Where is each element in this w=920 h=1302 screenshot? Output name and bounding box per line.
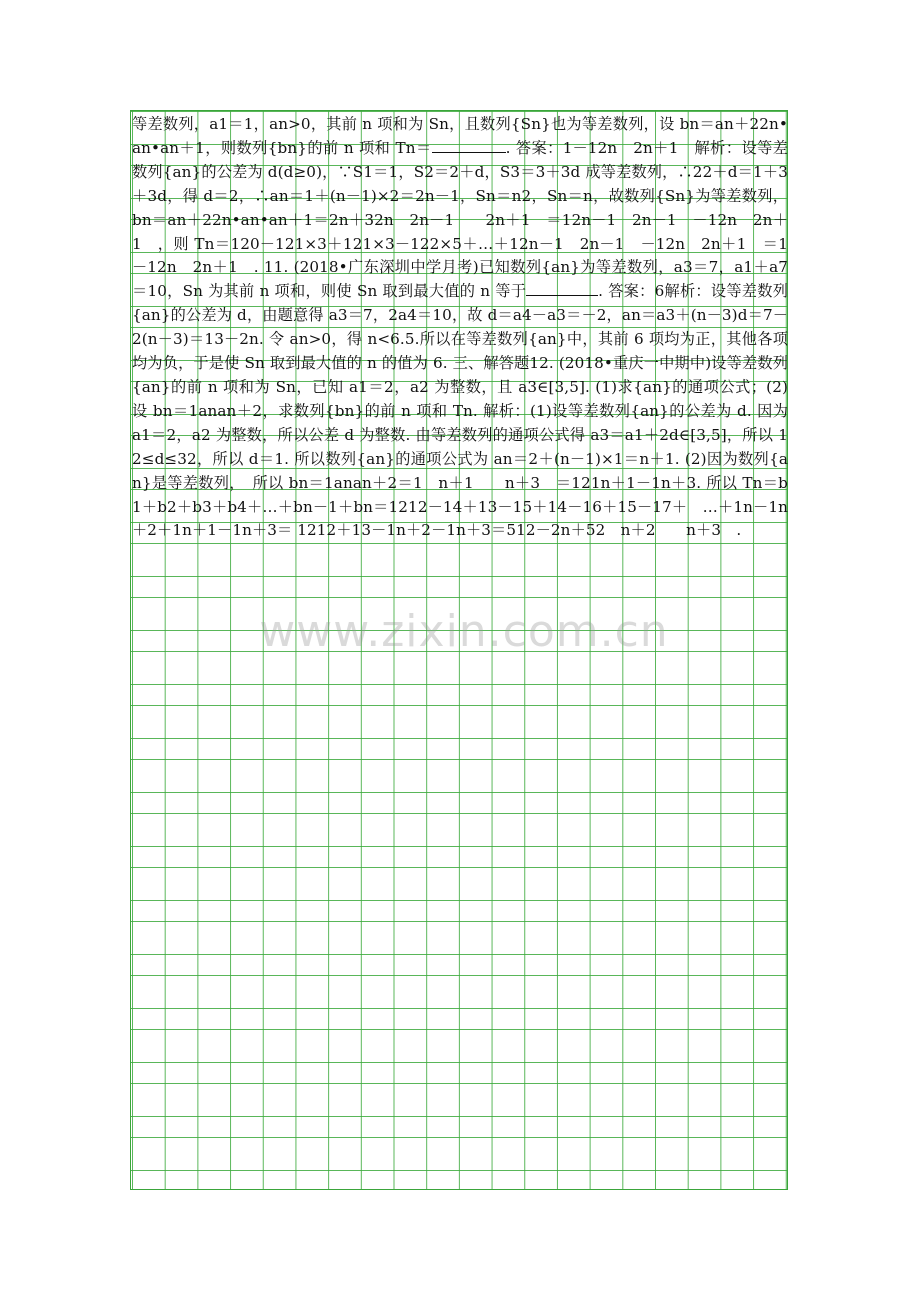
watermark: www.zixin.com.cn — [259, 606, 669, 657]
document-body — [132, 113, 788, 543]
paragraph-part-1: 等差数列，a1＝1，an>0，其前 n 项和为 Sn，且数列{Sn}也为等差数列，设 bn＝an＋22n•an•an＋1，则数列{bn}的前 n 项和 Tn＝ — [132, 115, 788, 157]
answer-blank-2 — [526, 283, 598, 296]
paragraph-part-2: . 答案：1－12n 2n＋1 解析：设等差数列{an}的公差为 d(d≥0)，∵S1＝1，S2＝2＋d，S3＝3＋3d 成等差数列，∴22＋d＝1＋3＋3d，得 d＝2，∴an＝1＋(n－1)×2＝2n－1，Sn＝n2，Sn＝n，故数列{Sn}为等差数列，bn＝an＋22n•an•an＋1＝2n＋32n 2n－1 2n＋1 ＝12n－1 2n－1 －12n 2n＋1 ，则 Tn＝120－121×3＋121×3－122×5＋…＋12n－1 2n－1 －12n 2n＋1 ＝1－12n 2n＋1 . 11. (2018•广东深圳中学月考)已知数列{an}为等差数列，a3＝7，a1＋a7＝10，Sn 为其前 n 项和，则使 Sn 取到最大值的 n 等于 — [132, 138, 789, 301]
paragraph-part-3: . 答案：6解析：设等差数列{an}的公差为 d，由题意得 a3＝7，2a4＝10，故 d＝a4－a3＝－2，an＝a3＋(n－3)d＝7－2(n－3)＝13－2n. 令 an>0，得 n<6.5.所以在等差数列{an}中，其前 6 项均为正，其他各项均为负，于是使 Sn 取到最大值的 n 的值为 6. 三、解答题12. (2018•重庆一中期中)设等差数列{an}的前 n 项和为 Sn，已知 a1＝2，a2 为整数，且 a3∈[3,5]. (1)求{an}的通项公式；(2)设 bn＝1anan＋2，求数列{bn}的前 n 项和 Tn. 解析：(1)设等差数列{an}的公差为 d. 因为 a1＝2，a2 为整数，所以公差 d 为整数. 由等差数列的通项公式得 a3＝a1＋2d∈[3,5]，所以 12≤d≤32，所以 d＝1. 所以数列{an}的通项公式为 an＝2＋(n－1)×1＝n＋1. (2)因为数列{an}是等差数列， 所以 bn＝1anan＋2＝1 n＋1 n＋3 ＝121n＋1－1n＋3. 所以 Tn＝b1＋b2＋b3＋b4＋…＋bn－1＋bn＝1212－14＋13－15＋14－16＋15－17＋ …＋1n－1n＋2＋1n＋1－1n＋3＝ 1212＋13－1n＋2－1n＋3＝512－2n＋52 n＋2 n＋3 . — [132, 282, 789, 540]
answer-blank-1 — [432, 140, 506, 153]
